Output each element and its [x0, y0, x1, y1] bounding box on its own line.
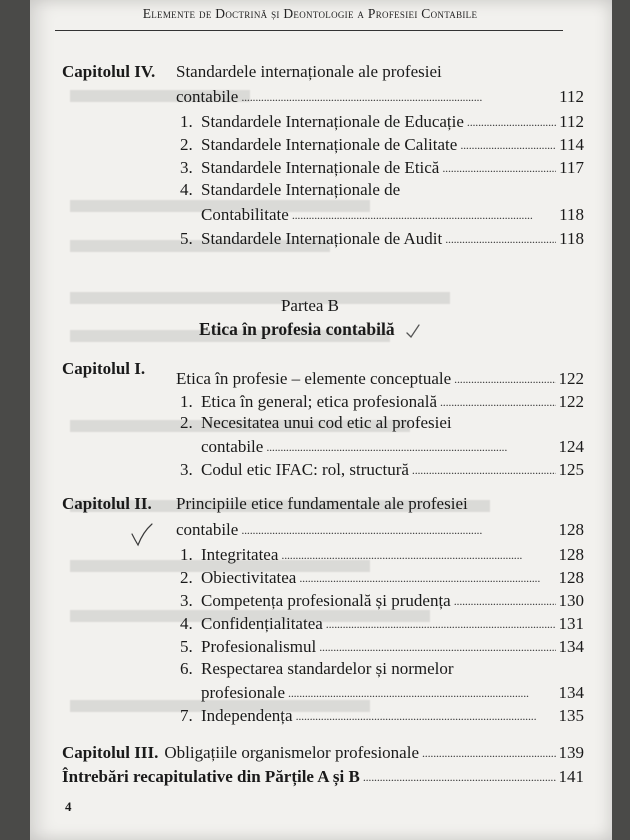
toc-entry-i-1[interactable] [180, 391, 584, 412]
toc-item-number: 3. [180, 158, 193, 177]
toc-item-number: 1. [180, 545, 193, 564]
toc-entry-ii-7[interactable] [180, 705, 584, 726]
toc-entry-text: Independența [201, 706, 293, 725]
toc-page-number: 125 [558, 460, 584, 479]
toc-item-number: 5. [180, 637, 193, 656]
toc-page-number: 134 [558, 683, 584, 702]
toc-entry-text: Respectarea standardelor și normelor [201, 659, 454, 678]
leader-dots [454, 590, 556, 611]
toc-entry-text: Integritatea [201, 545, 279, 564]
toc-entry-iv-2[interactable] [180, 134, 584, 155]
toc-item-number: 4. [180, 180, 193, 199]
toc-entry-review-questions[interactable] [62, 766, 584, 787]
toc-item-number: 1. [180, 112, 193, 131]
leader-dots [412, 459, 556, 480]
toc-page-number: 114 [559, 135, 584, 154]
handwritten-check-mark-icon [130, 522, 154, 548]
toc-item-number: 1. [180, 392, 193, 411]
toc-page-number: 118 [559, 205, 584, 224]
leader-dots [241, 86, 556, 107]
leader-dots [467, 111, 556, 132]
toc-entry-text: Profesionalismul [201, 637, 317, 656]
toc-entry-text: profesionale [201, 683, 286, 702]
toc-entry-text: contabile [176, 520, 239, 539]
chapter-iii-label: Capitolul III. [62, 743, 159, 762]
toc-entry-ii-6[interactable] [201, 682, 584, 703]
toc-entry-iv-4[interactable] [201, 204, 584, 225]
toc-page-number: 112 [559, 112, 584, 131]
running-head: Elemente de Doctrină și Deontologie a Profesiei Contabile [142, 6, 478, 21]
toc-page-number: 118 [559, 229, 584, 248]
leader-dots [266, 436, 555, 457]
toc-entry-ii-2[interactable] [180, 567, 584, 588]
toc-entry-text: Standardele Internaționale de [201, 180, 401, 199]
toc-item-number: 2. [180, 413, 193, 432]
part-b-title [30, 319, 590, 340]
toc-page-number: 128 [558, 568, 584, 587]
chapter-iv-label: Capitolul IV. [62, 62, 156, 81]
page-number: 4 [65, 799, 72, 814]
chapter-ii-label: Capitolul II. [62, 494, 152, 513]
toc-page-number: 141 [558, 767, 584, 786]
toc-entry-i-3[interactable] [180, 459, 584, 480]
leader-dots [241, 519, 555, 540]
toc-entry-text: Competența profesională și prudența [201, 591, 451, 610]
leader-dots [288, 682, 555, 703]
toc-item-number: 2. [180, 135, 193, 154]
toc-page-number: 122 [558, 369, 584, 388]
toc-entry-iv-5[interactable] [180, 228, 584, 249]
toc-entry-ii-6-line1 [180, 659, 454, 679]
toc-entry-text: contabile [201, 437, 264, 456]
toc-entry-text: Întrebări recapitulative din Părțile A și B [62, 767, 360, 786]
leader-dots [442, 157, 556, 178]
toc-entry-text: Obligațiile organismelor profesionale [164, 743, 419, 762]
toc-entry-text: Etica în profesie – elemente conceptuale [176, 369, 452, 388]
toc-page-number: 131 [558, 614, 584, 633]
toc-entry-iv-4-line1 [180, 180, 400, 200]
toc-page-number: 135 [558, 706, 584, 725]
toc-entry-text: Codul etic IFAC: rol, structură [201, 460, 409, 479]
toc-item-number: 4. [180, 614, 193, 633]
toc-page-number: 134 [558, 637, 584, 656]
handwritten-check-mark-icon [405, 324, 421, 338]
leader-dots [281, 544, 555, 565]
toc-page-number: 122 [558, 392, 584, 411]
toc-entry-iv-1[interactable] [180, 111, 584, 132]
toc-page-number: 128 [558, 545, 584, 564]
toc-page-number: 124 [558, 437, 584, 456]
part-b-title-text: Etica în profesia contabilă [199, 319, 395, 339]
toc-entry-chapter-iv[interactable] [176, 86, 584, 107]
toc-page-number: 130 [558, 591, 584, 610]
toc-entry-text: Obiectivitatea [201, 568, 297, 587]
chapter-iv-title-line1: Standardele internaționale ale profesiei [176, 62, 442, 81]
toc-entry-text: Etica în general; etica profesională [201, 392, 437, 411]
toc-item-number: 7. [180, 706, 193, 725]
leader-dots [460, 134, 556, 155]
toc-entry-i-2[interactable] [201, 436, 584, 457]
toc-entry-text: Confidențialitatea [201, 614, 323, 633]
toc-page-number: 128 [558, 520, 584, 539]
toc-entry-text: Standardele Internaționale de Educație [201, 112, 464, 131]
toc-entry-ii-4[interactable] [180, 613, 584, 634]
toc-page-number: 112 [559, 87, 584, 106]
toc-entry-chapter-ii[interactable] [176, 519, 584, 540]
toc-entry-ii-1[interactable] [180, 544, 584, 565]
toc-entry-text: Standardele Internaționale de Etică [201, 158, 440, 177]
toc-entry-chapter-iii[interactable] [62, 742, 584, 763]
toc-entry-text: contabile [176, 87, 239, 106]
leader-dots [445, 228, 556, 249]
leader-dots [422, 742, 556, 763]
part-b-label: Partea B [280, 296, 340, 315]
toc-page-number: 117 [559, 158, 584, 177]
header-rule [55, 30, 563, 31]
leader-dots [299, 567, 555, 588]
leader-dots [296, 705, 556, 726]
toc-entry-text: Standardele Internaționale de Calitate [201, 135, 458, 154]
chapter-i-label: Capitolul I. [62, 359, 146, 378]
toc-entry-chapter-i[interactable] [176, 368, 584, 389]
leader-dots [440, 391, 556, 412]
toc-entry-text: Standardele Internaționale de Audit [201, 229, 443, 248]
toc-entry-iv-3[interactable] [180, 157, 584, 178]
toc-page-number: 139 [558, 743, 584, 762]
toc-item-number: 5. [180, 229, 193, 248]
toc-entry-ii-3[interactable] [180, 590, 584, 611]
toc-item-number: 6. [180, 659, 193, 678]
leader-dots [326, 613, 556, 634]
chapter-ii-title-line1: Principiile etice fundamentale ale profesiei [176, 494, 468, 513]
leader-dots [454, 368, 555, 389]
toc-entry-i-2-line1 [180, 413, 452, 433]
leader-dots [319, 636, 555, 657]
book-page [30, 0, 612, 840]
toc-item-number: 3. [180, 591, 193, 610]
leader-dots [363, 766, 556, 787]
leader-dots [292, 204, 556, 225]
toc-entry-text: Necesitatea unui cod etic al profesiei [201, 413, 452, 432]
toc-item-number: 2. [180, 568, 193, 587]
toc-entry-ii-5[interactable] [180, 636, 584, 657]
toc-item-number: 3. [180, 460, 193, 479]
toc-entry-text: Contabilitate [201, 205, 289, 224]
